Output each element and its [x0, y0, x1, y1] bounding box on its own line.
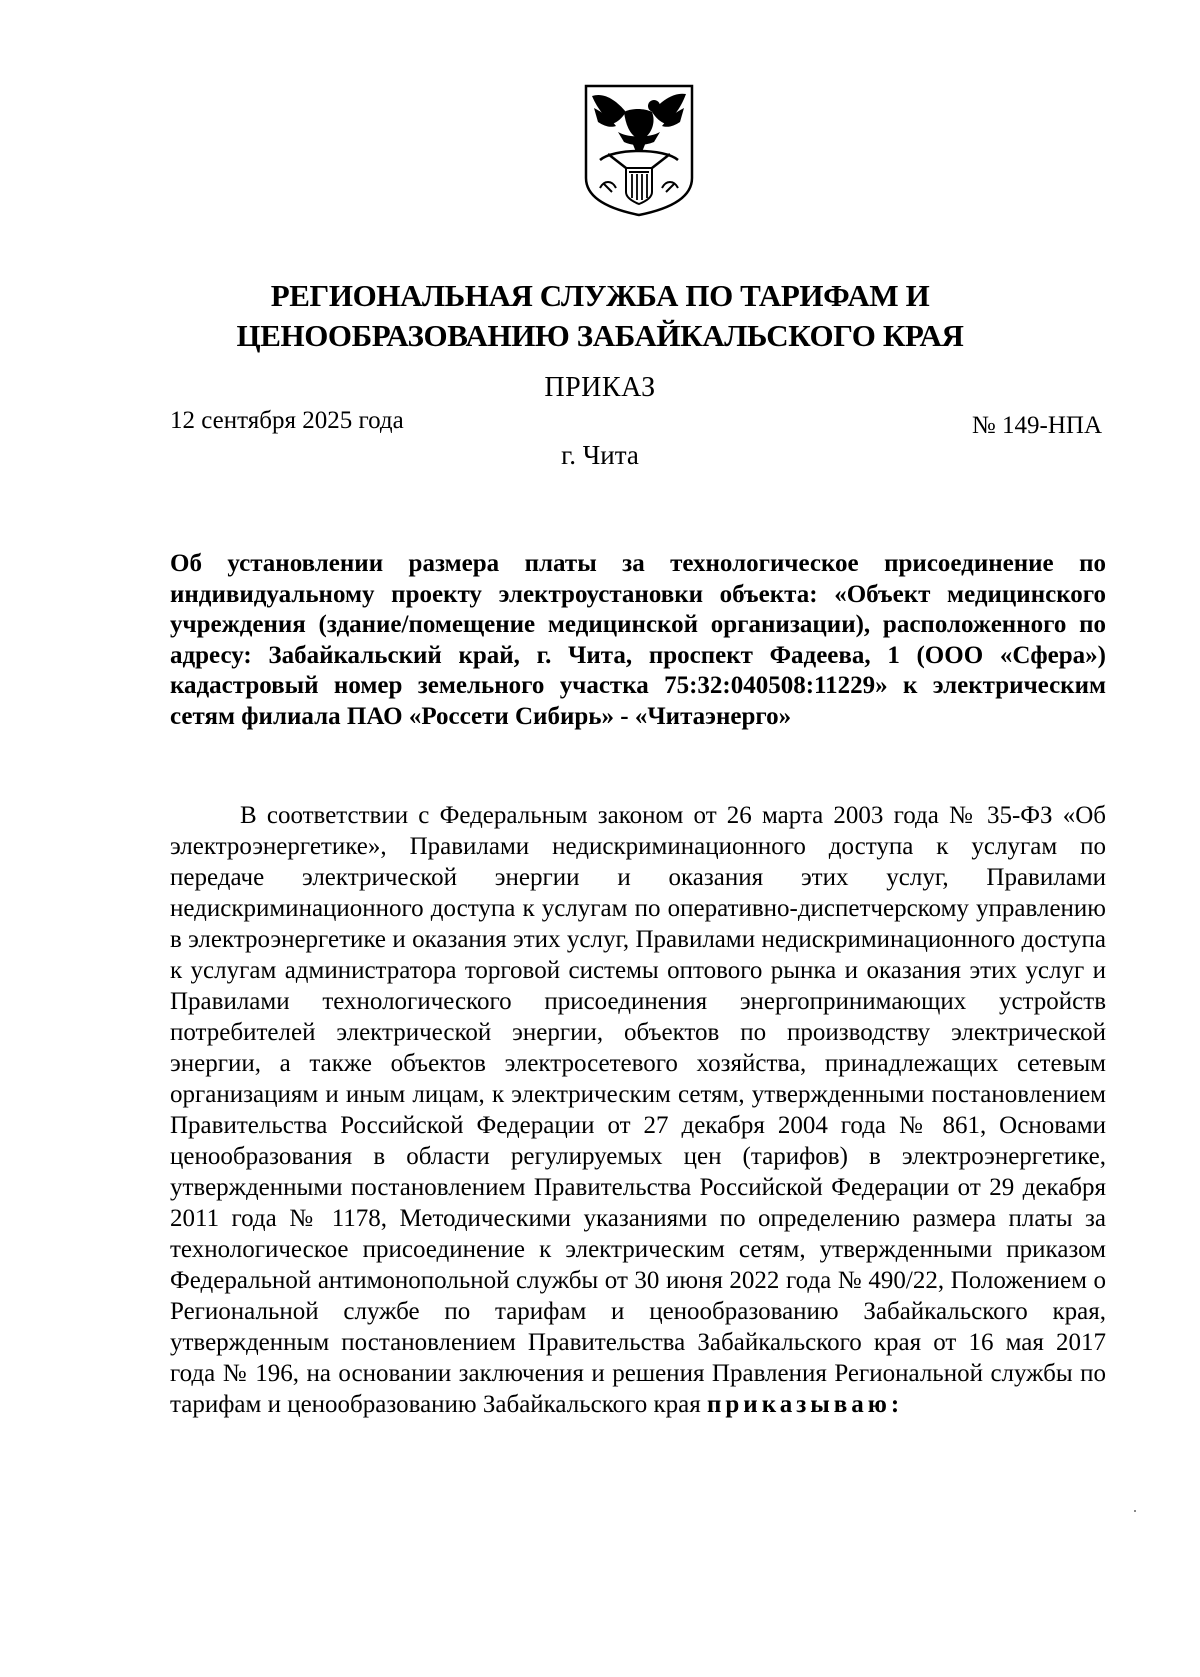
document-type: ПРИКАЗ — [544, 372, 656, 403]
order-command: приказываю: — [706, 1391, 904, 1418]
document-city: г. Чита — [561, 440, 639, 470]
organization-name-line1: РЕГИОНАЛЬНАЯ СЛУЖБА ПО ТАРИФАМ И — [270, 278, 930, 313]
document-subject: Об установлении размера платы за технологическое присоединение по индивидуальному проекту электроустановки объекта: «Объект медицинского учреждения (здание/помещение медицинской организации), расположенного по адресу: Забайкальский край, г. Чита, проспект Фадеева, 1 (ООО «Сфера») кадастровый номер земельного участка 75:32:040508:11229» к электрическим сетям филиала ПАО «Россети Сибирь» - «Читаэнерго» — [170, 550, 1106, 730]
body-text: В соответствии с Федеральным законом от 26 марта 2003 года № 35-ФЗ «Об электроэнергетике», Правилами недискриминационного доступа к услугам по передаче электрической энергии и оказания этих услуг, Правилами недискриминационного доступа к услугам по оперативно-диспетчерскому управлению в электроэнергетике и оказания этих услуг, Правилами недискриминационного доступа к услугам администратора торговой системы оптового рынка и оказания этих услуг и Правилами технологического присоединения энергопринимающих устройств потребителей электрической энергии, объектов по производству электрической энергии, а также объектов электросетевого хозяйства, принадлежащих сетевым организациям и иным лицам, к электрическим сетям, утвержденными постановлением Правительства Российской Федерации от 27 декабря 2004 года № 861, Основами ценообразования в области регулируемых цен (тарифов) в электроэнергетике, утвержденными постановлением Правительства Российской Федерации от 29 декабря 2011 года № 1178, Методическими указаниями по определению размера платы за технологическое присоединение к электрическим сетям, утвержденными приказом Федеральной антимонопольной службы от 30 июня 2022 года № 490/22, Положением о Региональной службе по тарифам и ценообразованию Забайкальского края, утвержденным постановлением Правительства Забайкальского края от 16 мая 2017 года № 196, на основании заключения и решения Правления Региональной службы по тарифам и ценообразованию Забайкальского края — [170, 802, 1106, 1418]
document-number: № 149-НПА — [971, 412, 1102, 439]
scan-speck — [1134, 1510, 1136, 1512]
document-body — [170, 800, 1106, 1420]
document-date: 12 сентября 2025 года — [170, 407, 404, 434]
coat-of-arms-icon — [582, 82, 696, 218]
organization-name-line2: ЦЕНООБРАЗОВАНИЮ ЗАБАЙКАЛЬСКОГО КРАЯ — [236, 318, 964, 353]
